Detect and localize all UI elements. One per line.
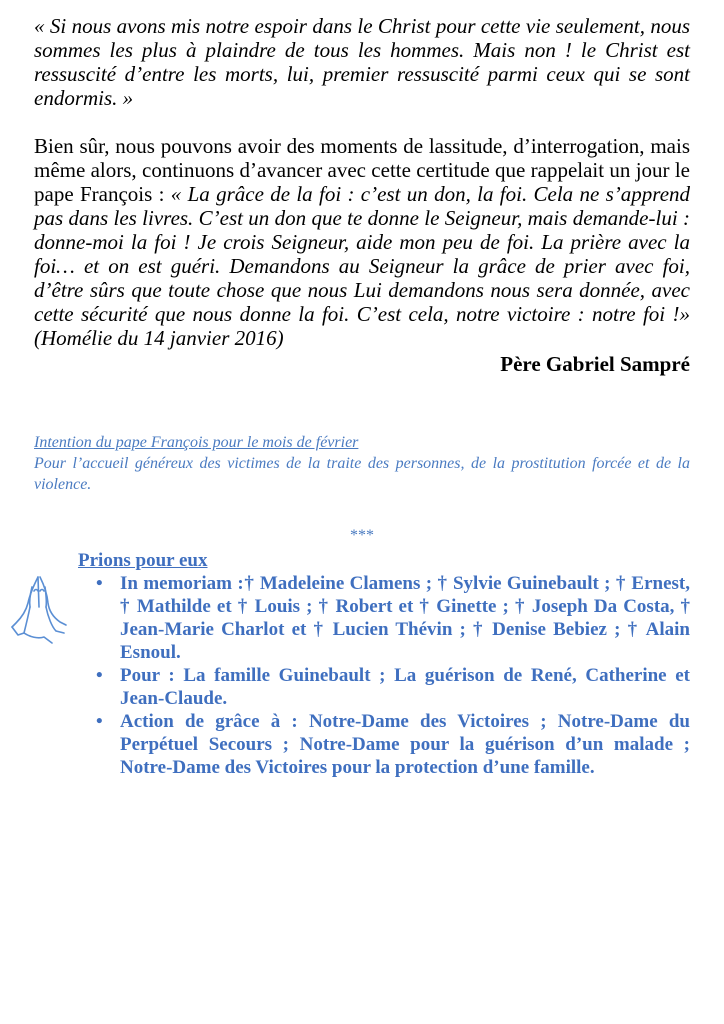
bullet-icon: • (96, 573, 103, 594)
intention-title: Intention du pape François pour le mois de février (34, 434, 359, 451)
author-signature: Père Gabriel Sampré (500, 352, 690, 376)
list-item (96, 710, 690, 779)
thanksgiving-text: Action de grâce à : Notre-Dame des Victoires ; Notre-Dame du Perpétuel Secours ; Notre-Dame pour la guérison d’un malade ; Notre-Dame des Victoires pour la protection d’une famille. (120, 711, 690, 778)
list-item (96, 572, 690, 664)
intention-text: Pour l’accueil généreux des victimes de la traite des personnes, de la prostitution forcée et de la violence. (34, 455, 690, 493)
bullet-icon: • (96, 665, 103, 686)
prayer-section-title: Prions pour eux (78, 550, 208, 571)
prayer-list (34, 572, 690, 779)
document-page (34, 14, 690, 779)
section-separator: *** (350, 527, 374, 544)
in-memoriam-text: In memoriam :† Madeleine Clamens ; † Sylvie Guinebault ; † Ernest, † Mathilde et † Louis ; † Robert et † Ginette ; † Joseph Da Costa, † Jean-Marie Charlot et † Lucien Thévin ; † Denise Bebiez ; † Alain Esnoul. (120, 573, 690, 663)
pope-francis-quote: « La grâce de la foi : c’est un don, la foi. Cela ne s’apprend pas dans les livres. C’est un don que te donne le Seigneur, mais demande-lui : donne-moi la foi ! Je crois Seigneur, aide mon peu de foi. La prière avec la foi… et on est guéri. Demandons au Seigneur la grâce de prier avec foi, d’être sûrs que toute chose que nous Lui demandons nous sera donnée, avec cette sécurité que nous donne la foi. C’est cela, notre victoire : notre foi !» (Homélie du 14 janvier 2016) (34, 182, 691, 350)
corinthians-quote: « Si nous avons mis notre espoir dans le Christ pour cette vie seulement, nous sommes les plus à plaindre de tous les hommes. Mais non ! le Christ est ressuscité d’entre les morts, lui, premier ressuscité parmi ceux qui se sont endormis. » (34, 14, 690, 110)
reflection-paragraph (34, 134, 690, 350)
prayer-section (34, 549, 690, 779)
praying-hands-icon (8, 573, 70, 647)
pope-intention (34, 432, 690, 495)
bullet-icon: • (96, 711, 103, 732)
intentions-text: Pour : La famille Guinebault ; La guérison de René, Catherine et Jean-Claude. (120, 665, 690, 709)
list-item (96, 664, 690, 710)
reflection-intro: Bien sûr, nous pouvons avoir des moments de lassitude, d’interrogation, mais même alors, continuons d’avancer avec cette certitude que rappelait un jour le pape François : (34, 134, 690, 206)
